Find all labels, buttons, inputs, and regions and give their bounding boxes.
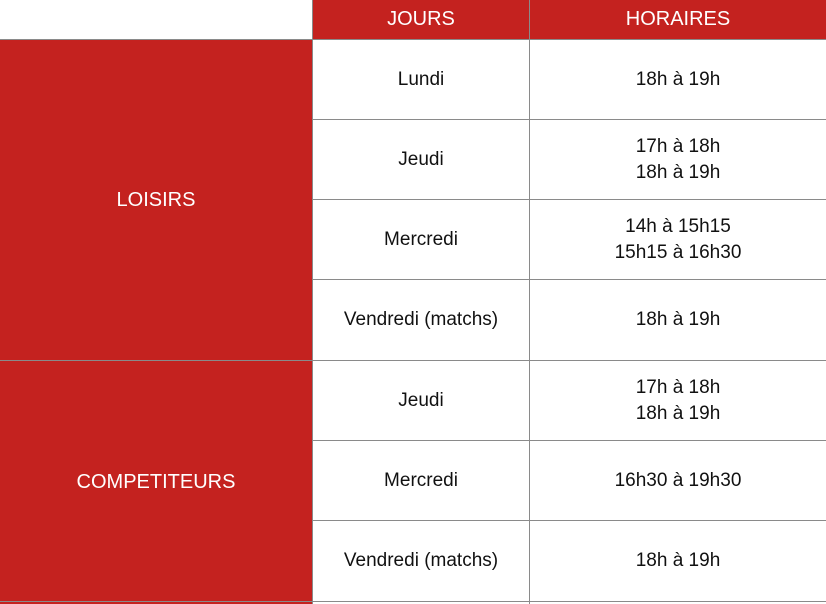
hours-line: 18h à 19h	[635, 161, 721, 183]
table-row-hours	[530, 441, 826, 520]
hours-line: 18h à 19h	[635, 402, 721, 424]
group-loisirs-label: LOISIRS	[116, 188, 196, 211]
hours-line: 18h à 19h	[635, 309, 721, 330]
day-cell: Vendredi (matchs)	[343, 309, 499, 330]
table-row-hours	[530, 521, 826, 601]
table-rule	[313, 520, 826, 521]
table-rule	[0, 601, 826, 602]
hours-line: 17h à 18h	[635, 135, 721, 157]
hours-line: 16h30 à 19h30	[614, 469, 742, 491]
table-row-day	[313, 280, 529, 360]
group-competiteurs-label: COMPETITEURS	[76, 471, 236, 493]
day-cell: Jeudi	[398, 148, 444, 170]
table-row-day	[313, 40, 529, 119]
header-days-label: JOURS	[387, 8, 455, 30]
hours-line: 18h à 19h	[635, 550, 721, 571]
table-row-hours	[530, 40, 826, 119]
hours-line: 18h à 19h	[635, 68, 721, 90]
header-days	[313, 0, 529, 39]
table-rule	[529, 0, 530, 604]
hours-line: 17h à 18h	[635, 376, 721, 398]
table-row-hours	[530, 200, 826, 279]
table-row-day	[313, 200, 529, 279]
header-hours	[530, 0, 826, 39]
hours-line: 14h à 15h15	[625, 215, 731, 237]
table-rule	[0, 39, 826, 40]
table-rule	[313, 440, 826, 441]
table-row-day	[313, 441, 529, 520]
day-cell: Mercredi	[384, 469, 458, 491]
day-cell: Jeudi	[398, 389, 444, 411]
group-loisirs	[0, 40, 312, 360]
table-row-day	[313, 120, 529, 199]
table-row-hours	[530, 280, 826, 360]
table-rule	[313, 199, 826, 200]
table-row-hours	[530, 120, 826, 199]
table-row-hours	[530, 361, 826, 440]
header-hours-label: HORAIRES	[625, 8, 731, 30]
day-cell: Vendredi (matchs)	[343, 550, 499, 571]
table-rule	[313, 279, 826, 280]
table-rule	[312, 0, 313, 604]
table-row-day	[313, 521, 529, 601]
group-competiteurs	[0, 361, 312, 604]
hours-line: 15h15 à 16h30	[614, 241, 742, 263]
table-rule	[0, 360, 826, 361]
day-cell: Mercredi	[384, 228, 458, 250]
table-rule	[313, 119, 826, 120]
day-cell: Lundi	[397, 68, 445, 90]
table-row-day	[313, 361, 529, 440]
